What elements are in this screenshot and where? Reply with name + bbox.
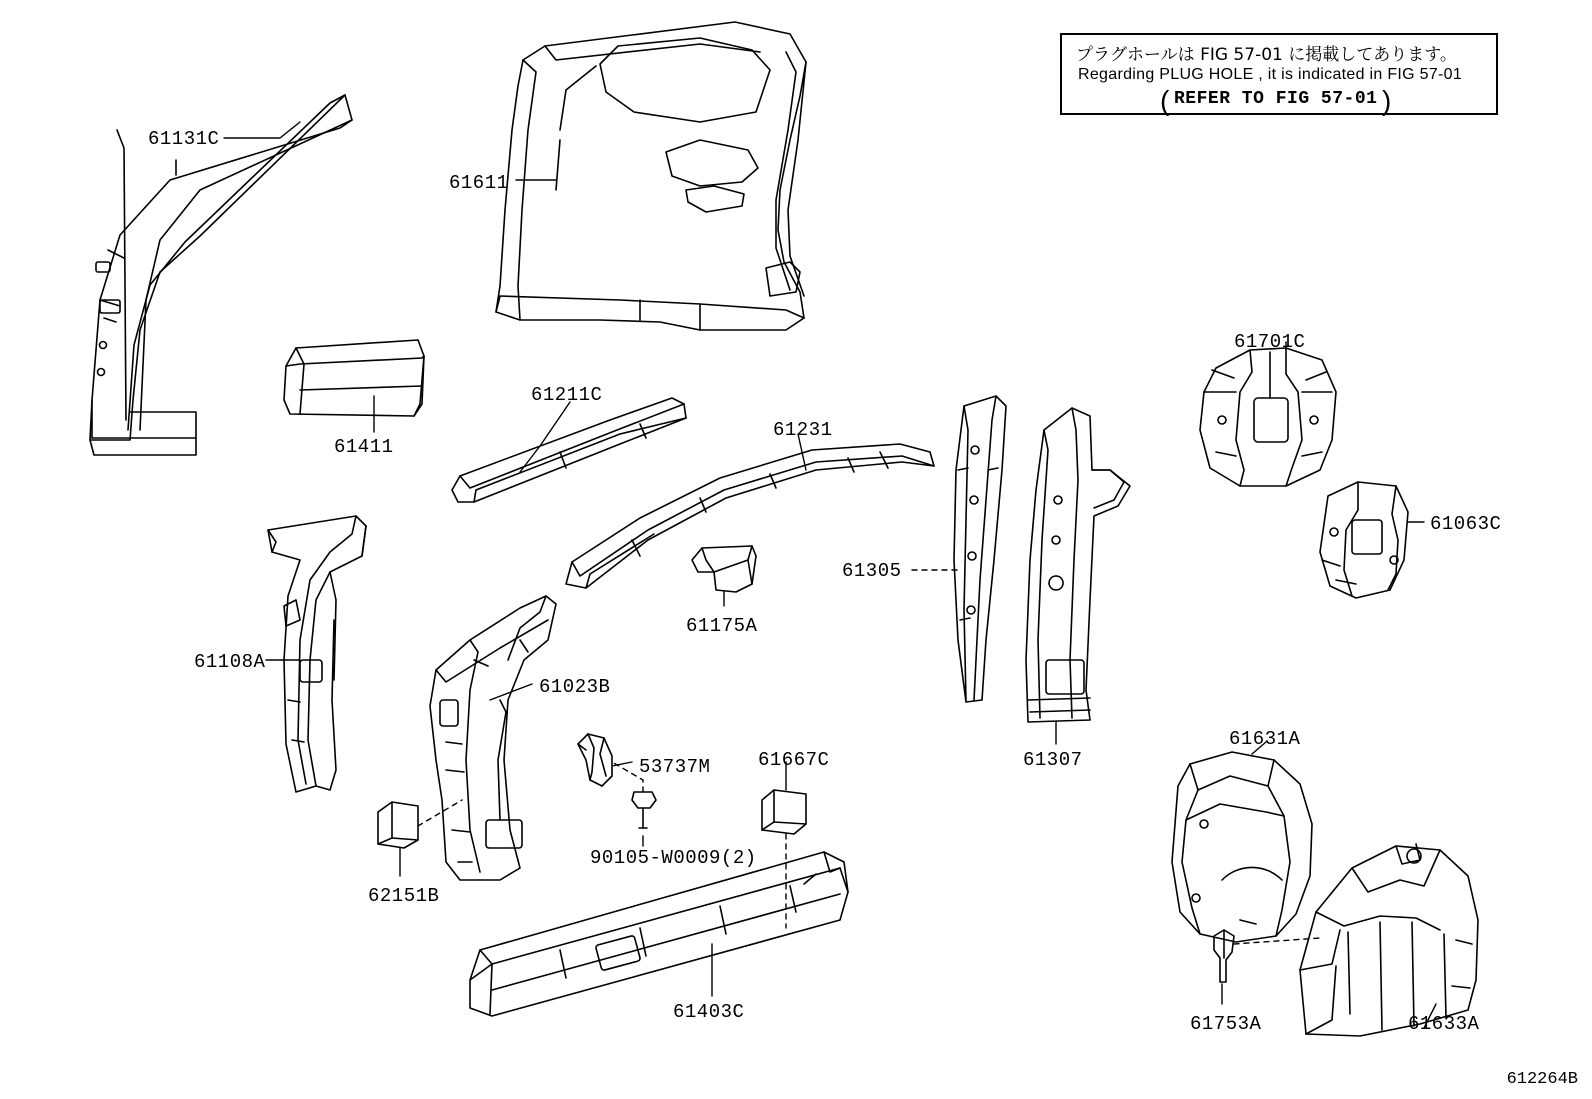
note-paren-left: ( (1160, 85, 1170, 116)
part-61211C-art (452, 398, 686, 502)
part-label-61231: 61231 (773, 419, 833, 441)
part-label-61307: 61307 (1023, 749, 1083, 771)
part-label-61611: 61611 (449, 172, 509, 194)
part-61305-art (954, 396, 1006, 702)
part-label-61211C: 61211C (531, 384, 603, 406)
part-61175A-art (692, 546, 756, 592)
leader-61131C (224, 122, 300, 138)
part-61701C-art (1200, 348, 1336, 486)
part-label-61631A: 61631A (1229, 728, 1301, 750)
note-paren-right: ) (1382, 85, 1392, 116)
part-label-61108A: 61108A (194, 651, 266, 673)
leader-53737M (612, 762, 632, 766)
part-61667C-art (762, 790, 806, 834)
part-90105-W0009-art (632, 792, 656, 828)
part-61753A-art (1214, 930, 1234, 982)
part-61403C-art (470, 852, 848, 1016)
part-53737M-art (578, 734, 612, 786)
part-label-90105-W0009: 90105-W0009(2) (590, 847, 757, 869)
leader-62151B-dash (418, 800, 462, 826)
part-label-62151B: 62151B (368, 885, 440, 907)
part-61023B-art (430, 596, 556, 880)
part-label-61131C: 61131C (148, 128, 220, 150)
part-61411-art (284, 340, 424, 416)
part-label-61305: 61305 (842, 560, 902, 582)
part-label-53737M: 53737M (639, 756, 711, 778)
part-61611-art (496, 22, 806, 330)
note-english-text: Regarding PLUG HOLE , it is indicated in FIG 57-01 (1078, 66, 1463, 83)
part-62151B-art (378, 802, 418, 848)
part-label-61701C: 61701C (1234, 331, 1306, 353)
part-61108A-art (268, 516, 366, 792)
part-61307-art (1026, 408, 1130, 722)
figure-code: 612264B (1506, 1070, 1578, 1089)
part-label-61411: 61411 (334, 436, 394, 458)
part-label-61667C: 61667C (758, 749, 830, 771)
part-61131C-art (90, 95, 352, 455)
leader-61211C (520, 402, 570, 472)
note-refer-text: REFER TO FIG 57-01 (1174, 89, 1378, 109)
part-label-61023B: 61023B (539, 676, 611, 698)
leader-61023B (490, 684, 532, 700)
part-label-61063C: 61063C (1430, 513, 1502, 535)
part-label-61175A: 61175A (686, 615, 758, 637)
part-label-61753A: 61753A (1190, 1013, 1262, 1035)
part-61631A-art (1172, 752, 1312, 942)
part-61063C-art (1320, 482, 1408, 598)
part-label-61403C: 61403C (673, 1001, 745, 1023)
part-label-61633A: 61633A (1408, 1013, 1480, 1035)
plug-hole-note-box (1060, 33, 1498, 115)
note-japanese-text: プラグホールは FIG 57-01 に掲載してあります。 (1076, 45, 1457, 65)
part-61633A-art (1300, 844, 1478, 1036)
leader-61753A-dash (1234, 938, 1320, 944)
